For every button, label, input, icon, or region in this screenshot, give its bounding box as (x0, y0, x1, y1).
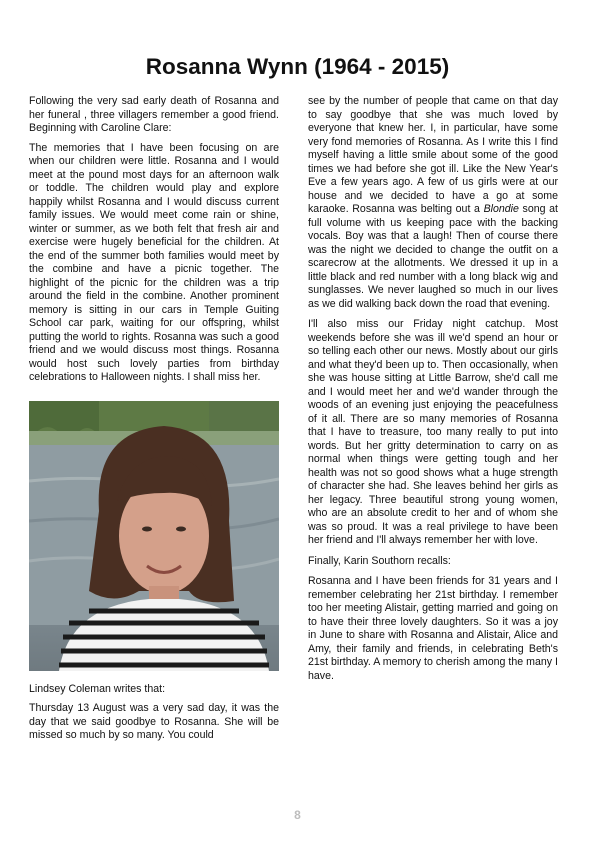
portrait-image (29, 401, 279, 671)
page-title: Rosanna Wynn (1964 - 2015) (145, 54, 450, 79)
karin-intro: Finally, Karin Southorn recalls: (308, 554, 451, 567)
caroline-paragraph: The memories that I have been focusing on are when our children were little. Rosanna and I would meet at the pound most days for an afternoon walk or toddle. The children would play and explore happily whilst Rosanna and I would discuss current family issues. We would meet come rain or shine, winter or summer, as we both felt that fresh air and exercise were hugely beneficial for the children. At the end of the summer both families would meet by the combine and have a picnic together. The highlight of the picnic for the children was a trip around the field in the combine. Another prominent memory is sitting in our cars in Temple Guiting School car park, waiting for our offspring, whilst putting the world to rights. Rosanna was such a good friend and we would discuss most things. Rosanna would host such lovely parties from birthday celebrations to Halloween nights. I shall miss her. (29, 141, 279, 383)
lindsey-paragraph-start: Thursday 13 August was a very sad day, it was the day that we said goodbye to Rosanna. She will be missed so much by so many. You could (29, 702, 279, 741)
left-column (29, 95, 279, 749)
page-number: 8 (294, 808, 301, 822)
right-column (308, 95, 558, 690)
lindsey-paragraph-2: I'll also miss our Friday night catchup. Most weekends before she was ill we'd spend an hour or so telling each other our news. Mostly about our girls and what they'd been up to. Then occasionally, when she was house sitting at Little Barrow, she'd call me and I would meet her and we'd wander through the woods of an evening just enjoying the peacefulness of it all. There are so many memories of Rosanna that I have to treasure, too many really to put into words. But her gritty determination to carry on as normal when things were getting tough and her health was not so good shows what a huge strength of character she had. She leaves behind her girls as her legacy. Three beautiful strong young women, who are an absolute credit to her and of whom she was so proud. It was a real privilege to have been her friend and I'll always remember her with love. (308, 318, 558, 546)
intro-paragraph: Following the very sad early death of Rosanna and her funeral , three villagers remember a good friend. Beginning with Caroline Clare: (29, 95, 279, 134)
lindsey-intro: Lindsey Coleman writes that: (29, 682, 166, 695)
blondie-italic: Blondie (483, 203, 519, 215)
rosanna-photo (29, 401, 279, 671)
karin-paragraph: Rosanna and I have been friends for 31 years and I remember celebrating her 21st birthday. I remember too her meeting Alistair, getting married and going on to have their three lovely daughters. So it was a joy in June to share with Rosanna and Alistair, Alice and Amy, their family and friends, in celebrating Beth's 21st birthday. A memory to cherish among the many I have. (308, 575, 558, 682)
lindsey-paragraph-continued (308, 95, 558, 311)
lindsey-text-part-1: see by the number of people that came on that day to say goodbye that she was much loved by everyone that knew her. I, in particular, have some very fond memories of Rosanna. As I write this I find myself having a little smile about some of the good times we had before she got ill. Like the New Year's Eve a few years ago. A few of us girls were at our house and we decided to have a go at some karaoke. Rosanna was belting out a (308, 95, 558, 215)
lindsey-text-part-2: song at full volume with us keeping pace with the backing vocals. Boy was that a laugh! Then of course there was the night we decided to change the outfit on a scarecrow at the allotments. We dressed it up in a little black and red number with a long black wig and sunglasses. We never laughed so much in our lives as we did walking back down the road that evening. (308, 203, 558, 310)
